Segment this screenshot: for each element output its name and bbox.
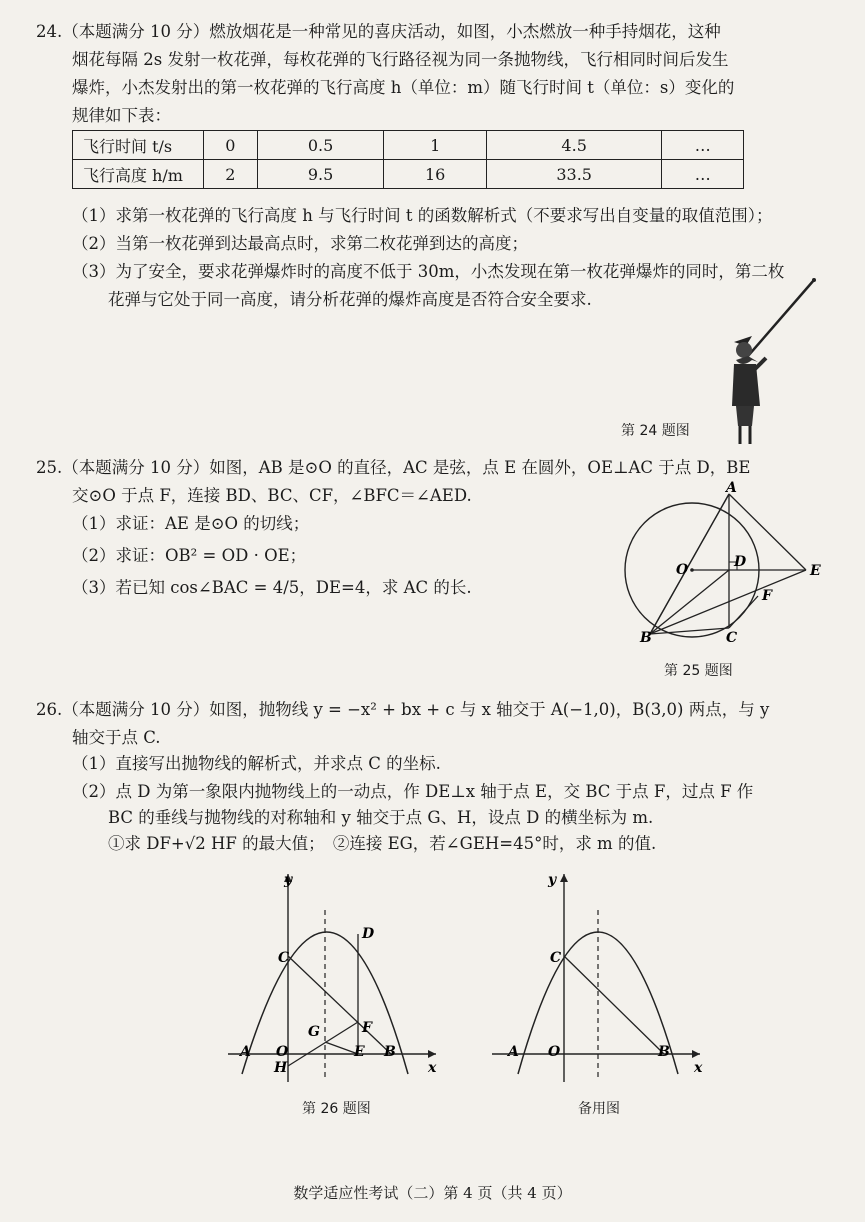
- table-cell: 0: [204, 131, 258, 160]
- q26-line-1: 26.（本题满分 10 分）如图，抛物线 y = −x² + bx + c 与 x 轴交于 A(−1,0)，B(3,0) 两点，与 y: [36, 700, 770, 719]
- label-C: C: [726, 630, 738, 646]
- page-footer: 数学适应性考试（二）第 4 页（共 4 页）: [293, 1184, 572, 1202]
- q24-caption: 第 24 题图: [621, 423, 690, 439]
- label-x: x: [428, 1060, 437, 1076]
- table-cell: 2: [204, 160, 258, 189]
- label-F: F: [762, 588, 772, 604]
- q25-line-1: 25.（本题满分 10 分）如图，AB 是⊙O 的直径，AC 是弦，点 E 在圆外，OE⊥AC 于点 D，BE: [36, 458, 751, 477]
- label-B: B: [658, 1044, 670, 1060]
- label-O: O: [676, 562, 689, 578]
- q24-part-2: （2）当第一枚花弹到达最高点时，求第二枚花弹到达的高度；: [72, 234, 528, 253]
- q24-part-3a: （3）为了安全，要求花弹爆炸时的高度不低于 30m，小杰发现在第一枚花弹爆炸的同时，第二枚: [72, 262, 785, 281]
- label-B: B: [384, 1044, 396, 1060]
- table-cell: 1: [384, 131, 486, 160]
- label-H: H: [274, 1060, 288, 1076]
- table-cell: 4.5: [486, 131, 662, 160]
- q24-line-3: 爆炸，小杰发射出的第一枚花弹的飞行高度 h（单位：m）随飞行时间 t（单位：s）变化的: [72, 78, 735, 97]
- q26-main-figure: [228, 870, 448, 1090]
- q26-part-2b: BC 的垂线与抛物线的对称轴和 y 轴交于点 G、H，设点 D 的横坐标为 m.: [108, 808, 654, 827]
- q24-line-4: 规律如下表：: [72, 106, 171, 125]
- q24-data-table: [72, 130, 744, 189]
- q25-caption: 第 25 题图: [664, 663, 733, 679]
- table-cell: 16: [384, 160, 486, 189]
- label-G: G: [308, 1024, 320, 1040]
- q25-part-3: （3）若已知 cos∠BAC = 4/5，DE=4，求 AC 的长.: [72, 578, 472, 597]
- label-C: C: [278, 950, 290, 966]
- label-A: A: [726, 480, 737, 496]
- table-cell: …: [662, 131, 744, 160]
- table-cell: 9.5: [257, 160, 384, 189]
- q24-part-3b: 花弹与它处于同一高度，请分析花弹的爆炸高度是否符合安全要求.: [108, 290, 592, 309]
- q25-line-2: 交⊙O 于点 F，连接 BD、BC、CF，∠BFC＝∠AED.: [72, 486, 472, 505]
- table-cell: 飞行时间 t/s: [73, 131, 204, 160]
- q24-part-1: （1）求第一枚花弹的飞行高度 h 与飞行时间 t 的函数解析式（不要求写出自变量的取值范围）；: [72, 206, 773, 225]
- q26-part-1: （1）直接写出抛物线的解析式，并求点 C 的坐标.: [72, 754, 441, 773]
- q25-part-1: （1）求证：AE 是⊙O 的切线；: [72, 514, 310, 533]
- q26-part-2c: ①求 DF+√2 HF 的最大值； ②连接 EG，若∠GEH=45°时，求 m 的值.: [108, 834, 657, 853]
- label-D: D: [362, 926, 375, 942]
- q26-caption-main: 第 26 题图: [302, 1101, 371, 1117]
- q25-figure: [610, 480, 840, 650]
- label-C: C: [550, 950, 562, 966]
- label-F: F: [362, 1020, 372, 1036]
- q26-part-2a: （2）点 D 为第一象限内抛物线上的一动点，作 DE⊥x 轴于点 E，交 BC 于点 F，过点 F 作: [72, 782, 754, 801]
- label-y: y: [284, 872, 293, 888]
- q25-part-2: （2）求证：OB² = OD · OE；: [72, 546, 307, 565]
- q26-line-2: 轴交于点 C.: [72, 728, 161, 747]
- label-O: O: [548, 1044, 561, 1060]
- label-D: D: [734, 554, 747, 570]
- label-O: O: [276, 1044, 289, 1060]
- q24-line-2: 烟花每隔 2s 发射一枚花弹，每枚花弹的飞行路径视为同一条抛物线，飞行相同时间后发生: [72, 50, 729, 69]
- label-B: B: [640, 630, 652, 646]
- q26-caption-spare: 备用图: [578, 1101, 620, 1117]
- table-row: [73, 160, 744, 189]
- q24-line-1: 24.（本题满分 10 分）燃放烟花是一种常见的喜庆活动，如图，小杰燃放一种手持烟花，这种: [36, 22, 721, 41]
- q24-figure: [718, 278, 818, 448]
- label-y: y: [548, 872, 557, 888]
- label-A: A: [508, 1044, 519, 1060]
- table-cell: 飞行高度 h/m: [73, 160, 204, 189]
- label-E: E: [354, 1044, 365, 1060]
- table-cell: …: [662, 160, 744, 189]
- table-cell: 33.5: [486, 160, 662, 189]
- label-E: E: [810, 563, 821, 579]
- label-x: x: [694, 1060, 703, 1076]
- label-A: A: [240, 1044, 251, 1060]
- table-row: [73, 131, 744, 160]
- table-cell: 0.5: [257, 131, 384, 160]
- q26-spare-figure: [492, 870, 712, 1090]
